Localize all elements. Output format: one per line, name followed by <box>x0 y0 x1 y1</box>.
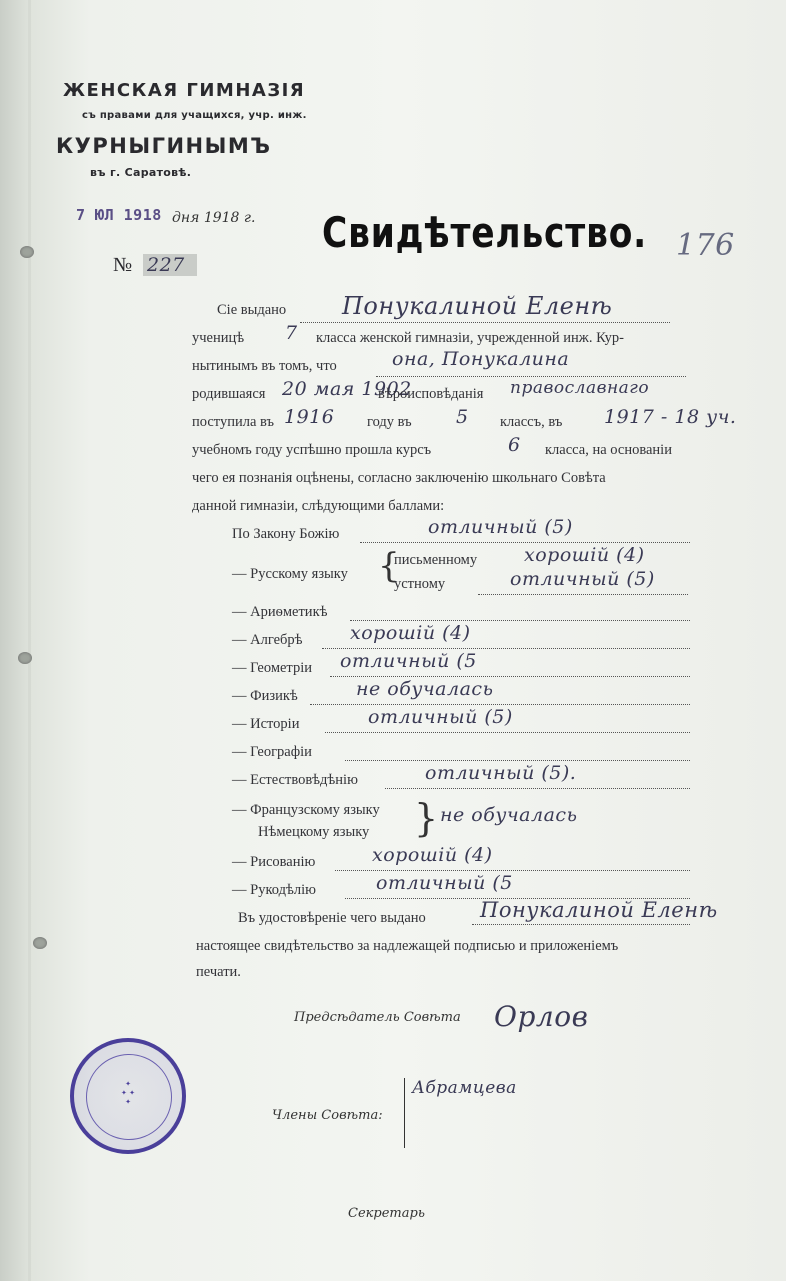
fill-line <box>350 620 690 621</box>
fill-line <box>345 760 690 761</box>
school-name: ЖЕНСКАЯ ГИМНАЗІЯ <box>63 80 306 101</box>
handwritten-name: она, Понукалина <box>392 348 570 370</box>
fill-line <box>325 732 690 733</box>
grade-label: — Русскому языку <box>232 566 348 582</box>
body-text: класса женской гимназіи, учрежденной инж. Кур- <box>316 330 624 346</box>
grade-label: По Закону Божію <box>232 526 340 542</box>
grade-label: — Алгебрѣ <box>232 632 303 648</box>
grade-value: не обучалась <box>356 678 494 700</box>
member-bracket <box>404 1078 405 1148</box>
handwritten-year: 1917 - 18 уч. <box>604 406 737 428</box>
grade-label: — Рукодѣлію <box>232 882 316 898</box>
grade-label: Нѣмецкому языку <box>258 824 370 840</box>
date-stamp: 7 ЮЛ 1918 <box>76 206 162 224</box>
grade-sublabel: устному <box>394 576 446 592</box>
paper-fold <box>28 0 31 1281</box>
grade-label: — Французскому языку <box>232 802 380 818</box>
binding-hole <box>18 652 32 664</box>
grade-value: отличный (5) <box>368 706 513 728</box>
body-text: настоящее свидѣтельство за надлежащей подписью и приложеніемъ <box>196 938 619 954</box>
document-title: Свидѣтельство. <box>322 208 648 257</box>
fill-line <box>385 788 690 789</box>
body-text: году въ <box>367 414 412 430</box>
grade-value: хорошій (4) <box>372 844 493 866</box>
grade-value: не обучалась <box>440 804 578 826</box>
grade-label: — Ариѳметикѣ <box>232 604 328 620</box>
grade-label: — Физикѣ <box>232 688 298 704</box>
school-city: въ г. Саратовѣ. <box>90 166 192 179</box>
school-seal: ✦ ✦ ✦ ✦ <box>70 1038 186 1154</box>
body-text: печати. <box>196 964 241 980</box>
body-text: родившаяся <box>192 386 266 402</box>
brace: } <box>414 796 439 840</box>
body-text: вѣроисповѣданія <box>378 386 484 402</box>
school-rights: съ правами для учащихся, учр. инж. <box>82 110 307 121</box>
secretary-label: Секретарь <box>348 1206 425 1221</box>
fill-line <box>472 924 690 925</box>
members-label: Члены Совѣта: <box>272 1108 383 1123</box>
body-text: данной гимназіи, слѣдующими баллами: <box>192 498 445 514</box>
chair-label: Предсѣдатель Совѣта <box>294 1010 461 1025</box>
body-text: Въ удостовѣреніе чего выдано <box>238 910 426 926</box>
fill-line <box>360 542 690 543</box>
fill-line <box>376 376 686 377</box>
handwritten-name: Понукалиной Еленѣ <box>342 292 613 320</box>
grade-value: хорошій (4) <box>524 544 645 566</box>
body-text: класса, на основаніи <box>545 442 672 458</box>
body-text: учебномъ году успѣшно прошла курсъ <box>192 442 432 458</box>
fill-line <box>310 704 690 705</box>
body-text: Сіе выдано <box>217 302 287 318</box>
body-text: ученицѣ <box>192 330 245 346</box>
school-founder: КУРНЫГИНЫМЪ <box>56 134 272 158</box>
handwritten-religion: православнаго <box>510 378 650 398</box>
handwritten-name: Понукалиной Еленѣ <box>480 898 718 922</box>
grade-label: — Естествовѣдѣнію <box>232 772 358 788</box>
handwritten-class: 7 <box>285 322 298 344</box>
grade-label: — Исторіи <box>232 716 300 732</box>
member-signature: Абрамцева <box>412 1078 517 1098</box>
fill-line <box>335 870 690 871</box>
grade-value: хорошій (4) <box>350 622 471 644</box>
grade-sublabel: письменному <box>394 552 478 568</box>
grade-label: — Геометріи <box>232 660 312 676</box>
grade-label: — Рисованію <box>232 854 316 870</box>
body-text: поступила въ <box>192 414 275 430</box>
grade-value: отличный (5 <box>340 650 477 672</box>
fill-line <box>300 322 670 323</box>
handwritten-class: 5 <box>456 406 469 428</box>
handwritten-birthdate: 20 мая 1902 <box>282 378 412 400</box>
body-text: нытинымъ въ томъ, что <box>192 358 337 374</box>
number-label: № <box>113 254 133 276</box>
number-value: 227 <box>143 254 197 276</box>
grade-label: — Географіи <box>232 744 312 760</box>
grade-value: отличный (5) <box>510 568 655 590</box>
handwritten-class: 6 <box>508 434 521 456</box>
binding-hole <box>20 246 34 258</box>
fill-line <box>330 676 690 677</box>
grade-value: отличный (5 <box>376 872 513 894</box>
fill-line <box>478 594 688 595</box>
date-suffix: дня 1918 г. <box>172 210 256 226</box>
body-text: чего ея познанія оцѣнены, согласно заключенію школьнаго Совѣта <box>192 470 606 486</box>
brace: { <box>378 546 400 586</box>
grade-value: отличный (5). <box>425 762 577 784</box>
grade-value: отличный (5) <box>428 516 573 538</box>
body-text: классъ, въ <box>500 414 563 430</box>
handwritten-year: 1916 <box>284 406 335 428</box>
chair-signature: Орлов <box>494 1000 589 1033</box>
binding-hole <box>33 937 47 949</box>
margin-note: 176 <box>676 228 735 263</box>
fill-line <box>322 648 690 649</box>
